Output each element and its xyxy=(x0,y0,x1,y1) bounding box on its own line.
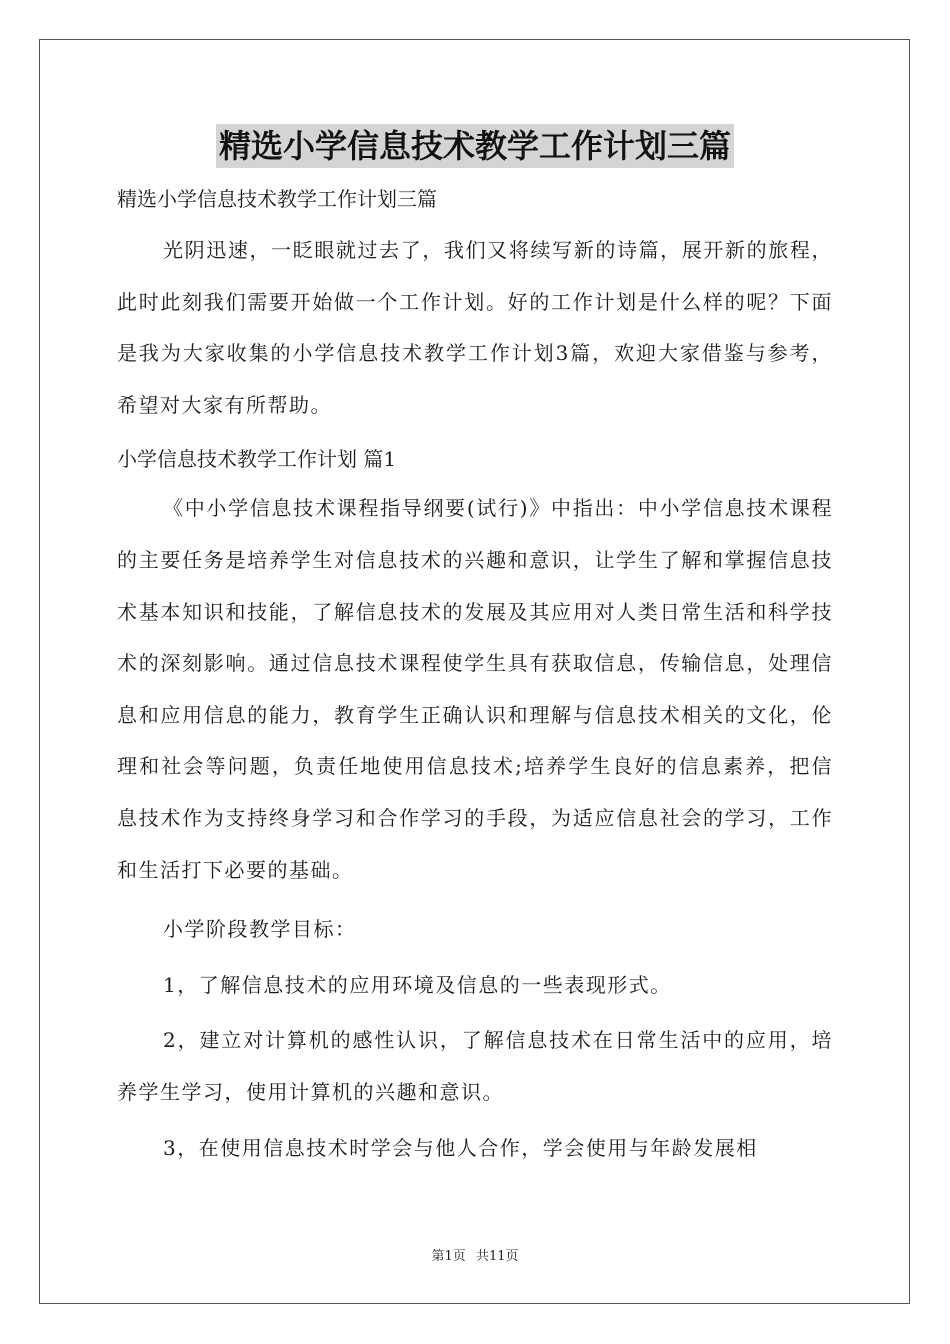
goal-item-2: 2，建立对计算机的感性认识，了解信息技术在日常生活中的应用，培养学生学习，使用计算机的兴趣和意识。 xyxy=(117,1028,833,1104)
section-heading: 小学信息技术教学工作计划 篇1 xyxy=(117,447,397,472)
document-body xyxy=(117,181,833,1174)
title-container xyxy=(0,124,950,168)
intro-paragraph: 光阴迅速，一眨眼就过去了，我们又将续写新的诗篇，展开新的旅程，此时此刻我们需要开始做一个工作计划。好的工作计划是什么样的呢？下面是我为大家收集的小学信息技术教学工作计划3篇，欢迎大家借鉴与参考，希望对大家有所帮助。 xyxy=(117,238,833,417)
page-total: 共11页 xyxy=(475,1249,519,1264)
goals-heading: 小学阶段教学目标： xyxy=(163,917,357,942)
page-footer xyxy=(0,1245,950,1264)
document-title: 精选小学信息技术教学工作计划三篇 xyxy=(216,124,734,168)
page-number: 第1页 xyxy=(431,1249,466,1264)
goal-item-1: 1，了解信息技术的应用环境及信息的一些表现形式。 xyxy=(163,972,672,997)
document-subtitle: 精选小学信息技术教学工作计划三篇 xyxy=(117,187,437,211)
body-paragraph: 《中小学信息技术课程指导纲要(试行)》中指出：中小学信息技术课程的主要任务是培养学生对信息技术的兴趣和意识，让学生了解和掌握信息技术基本知识和技能，了解信息技术的发展及其应用对人类日常生活和科学技术的深刻影响。通过信息技术课程使学生具有获取信息，传输信息，处理信息和应用信息的能力，教育学生正确认识和理解与信息技术相关的文化，伦理和社会等问题，负责任地使用信息技术;培养学生良好的信息素养，把信息技术作为支持终身学习和合作学习的手段，为适应信息社会的学习，工作和生活打下必要的基础。 xyxy=(117,496,833,882)
goal-item-3: 3，在使用信息技术时学会与他人合作，学会使用与年龄发展相 xyxy=(163,1135,758,1160)
